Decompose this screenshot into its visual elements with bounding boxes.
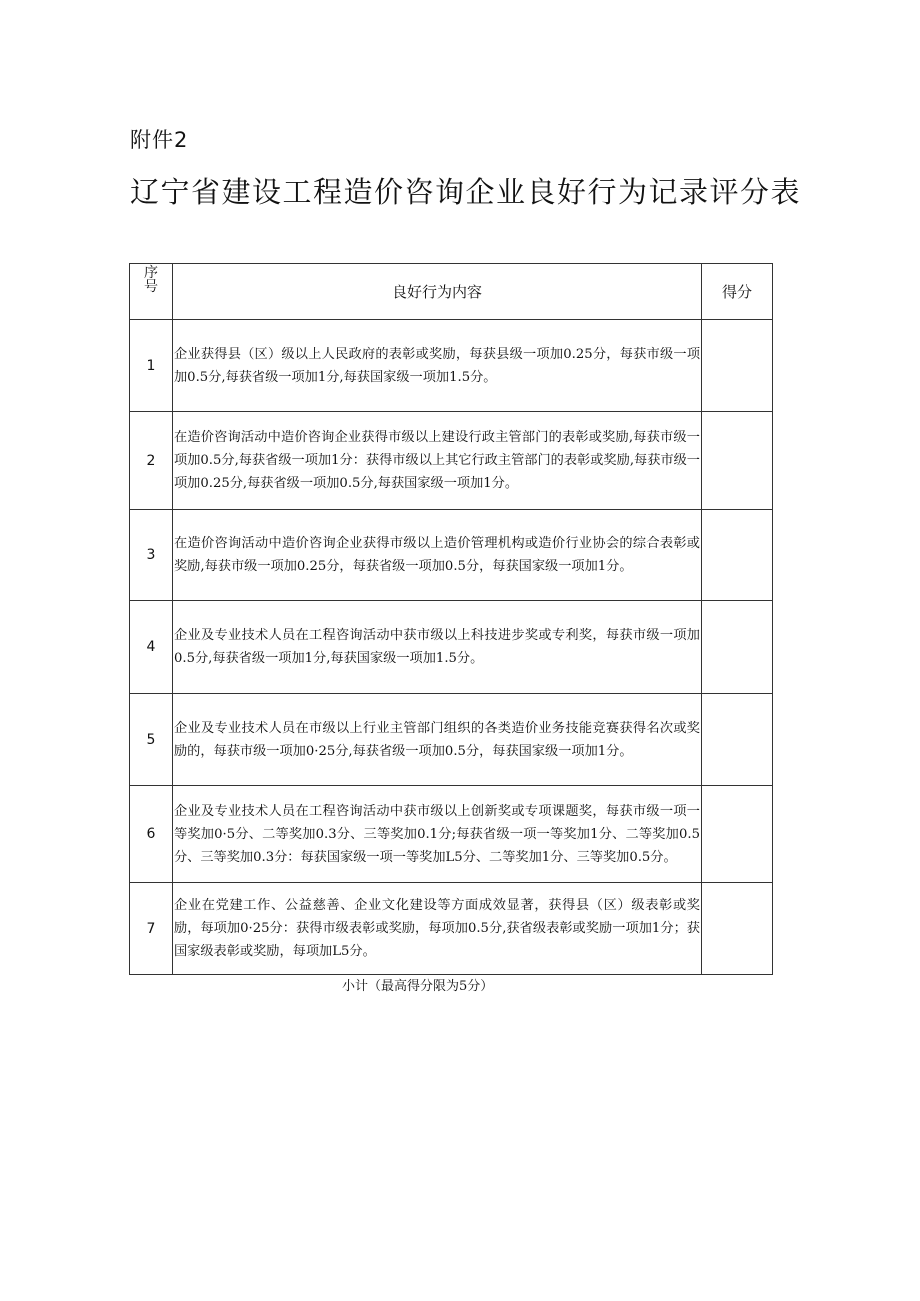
row-number: 1 (130, 320, 173, 412)
table-row (130, 412, 773, 510)
row-number: 6 (130, 786, 173, 883)
row-score[interactable] (702, 510, 773, 601)
row-content: 企业在党建工作、公益慈善、企业文化建设等方面成效显著，获得县（区）级表彰或奖励，每项加0·25分：获得市级表彰或奖励，每项加0.5分,获省级表彰或奖励一项加1分；获国家级表彰或奖励，每项加L5分。 (173, 883, 702, 975)
row-content: 企业及专业技术人员在市级以上行业主管部门组织的各类造价业务技能竞赛获得名次或奖励的，每获市级一项加0·25分,每获省级一项加0.5分，每获国家级一项加1分。 (173, 694, 702, 786)
header-score: 得分 (702, 264, 773, 320)
table-row (130, 320, 773, 412)
row-score[interactable] (702, 320, 773, 412)
table-header-row (130, 264, 773, 320)
table-row (130, 694, 773, 786)
table-row (130, 510, 773, 601)
row-score[interactable] (702, 601, 773, 694)
row-content: 在造价咨询活动中造价咨询企业获得市级以上造价管理机构或造价行业协会的综合表彰或奖励,每获市级一项加0.25分，每获省级一项加0.5分，每获国家级一项加1分。 (173, 510, 702, 601)
row-content: 企业及专业技术人员在工程咨询活动中获市级以上创新奖或专项课题奖，每获市级一项一等奖加0·5分、二等奖加0.3分、三等奖加0.1分;每获省级一项一等奖加1分、二等奖加0.5分、三等奖加0.3分：每获国家级一项一等奖加L5分、二等奖加1分、三等奖加0.5分。 (173, 786, 702, 883)
row-number: 2 (130, 412, 173, 510)
header-number (130, 264, 173, 320)
row-number: 3 (130, 510, 173, 601)
row-content: 企业及专业技术人员在工程咨询活动中获市级以上科技进步奖或专利奖，每获市级一项加0.5分,每获省级一项加1分,每获国家级一项加1.5分。 (173, 601, 702, 694)
header-number-line1: 序 (144, 265, 158, 281)
table-row (130, 883, 773, 975)
header-content: 良好行为内容 (173, 264, 702, 320)
row-number: 4 (130, 601, 173, 694)
row-content: 企业获得县（区）级以上人民政府的表彰或奖励，每获县级一项加0.25分，每获市级一项加0.5分,每获省级一项加1分,每获国家级一项加1.5分。 (173, 320, 702, 412)
subtotal-note: 小计（最高得分限为5分） (342, 979, 494, 994)
row-number: 7 (130, 883, 173, 975)
attachment-label: 附件2 (130, 128, 189, 152)
table-row (130, 786, 773, 883)
table-row (130, 601, 773, 694)
row-score[interactable] (702, 786, 773, 883)
header-number-line2: 号 (144, 279, 158, 295)
row-score[interactable] (702, 883, 773, 975)
row-score[interactable] (702, 694, 773, 786)
score-table (129, 263, 773, 975)
row-score[interactable] (702, 412, 773, 510)
document-title: 辽宁省建设工程造价咨询企业良好行为记录评分表 (130, 175, 802, 209)
row-number: 5 (130, 694, 173, 786)
row-content: 在造价咨询活动中造价咨询企业获得市级以上建设行政主管部门的表彰或奖励,每获市级一项加0.5分,每获省级一项加1分：获得市级以上其它行政主管部门的表彰或奖励,每获市级一项加0.25分,每获省级一项加0.5分,每获国家级一项加1分。 (173, 412, 702, 510)
